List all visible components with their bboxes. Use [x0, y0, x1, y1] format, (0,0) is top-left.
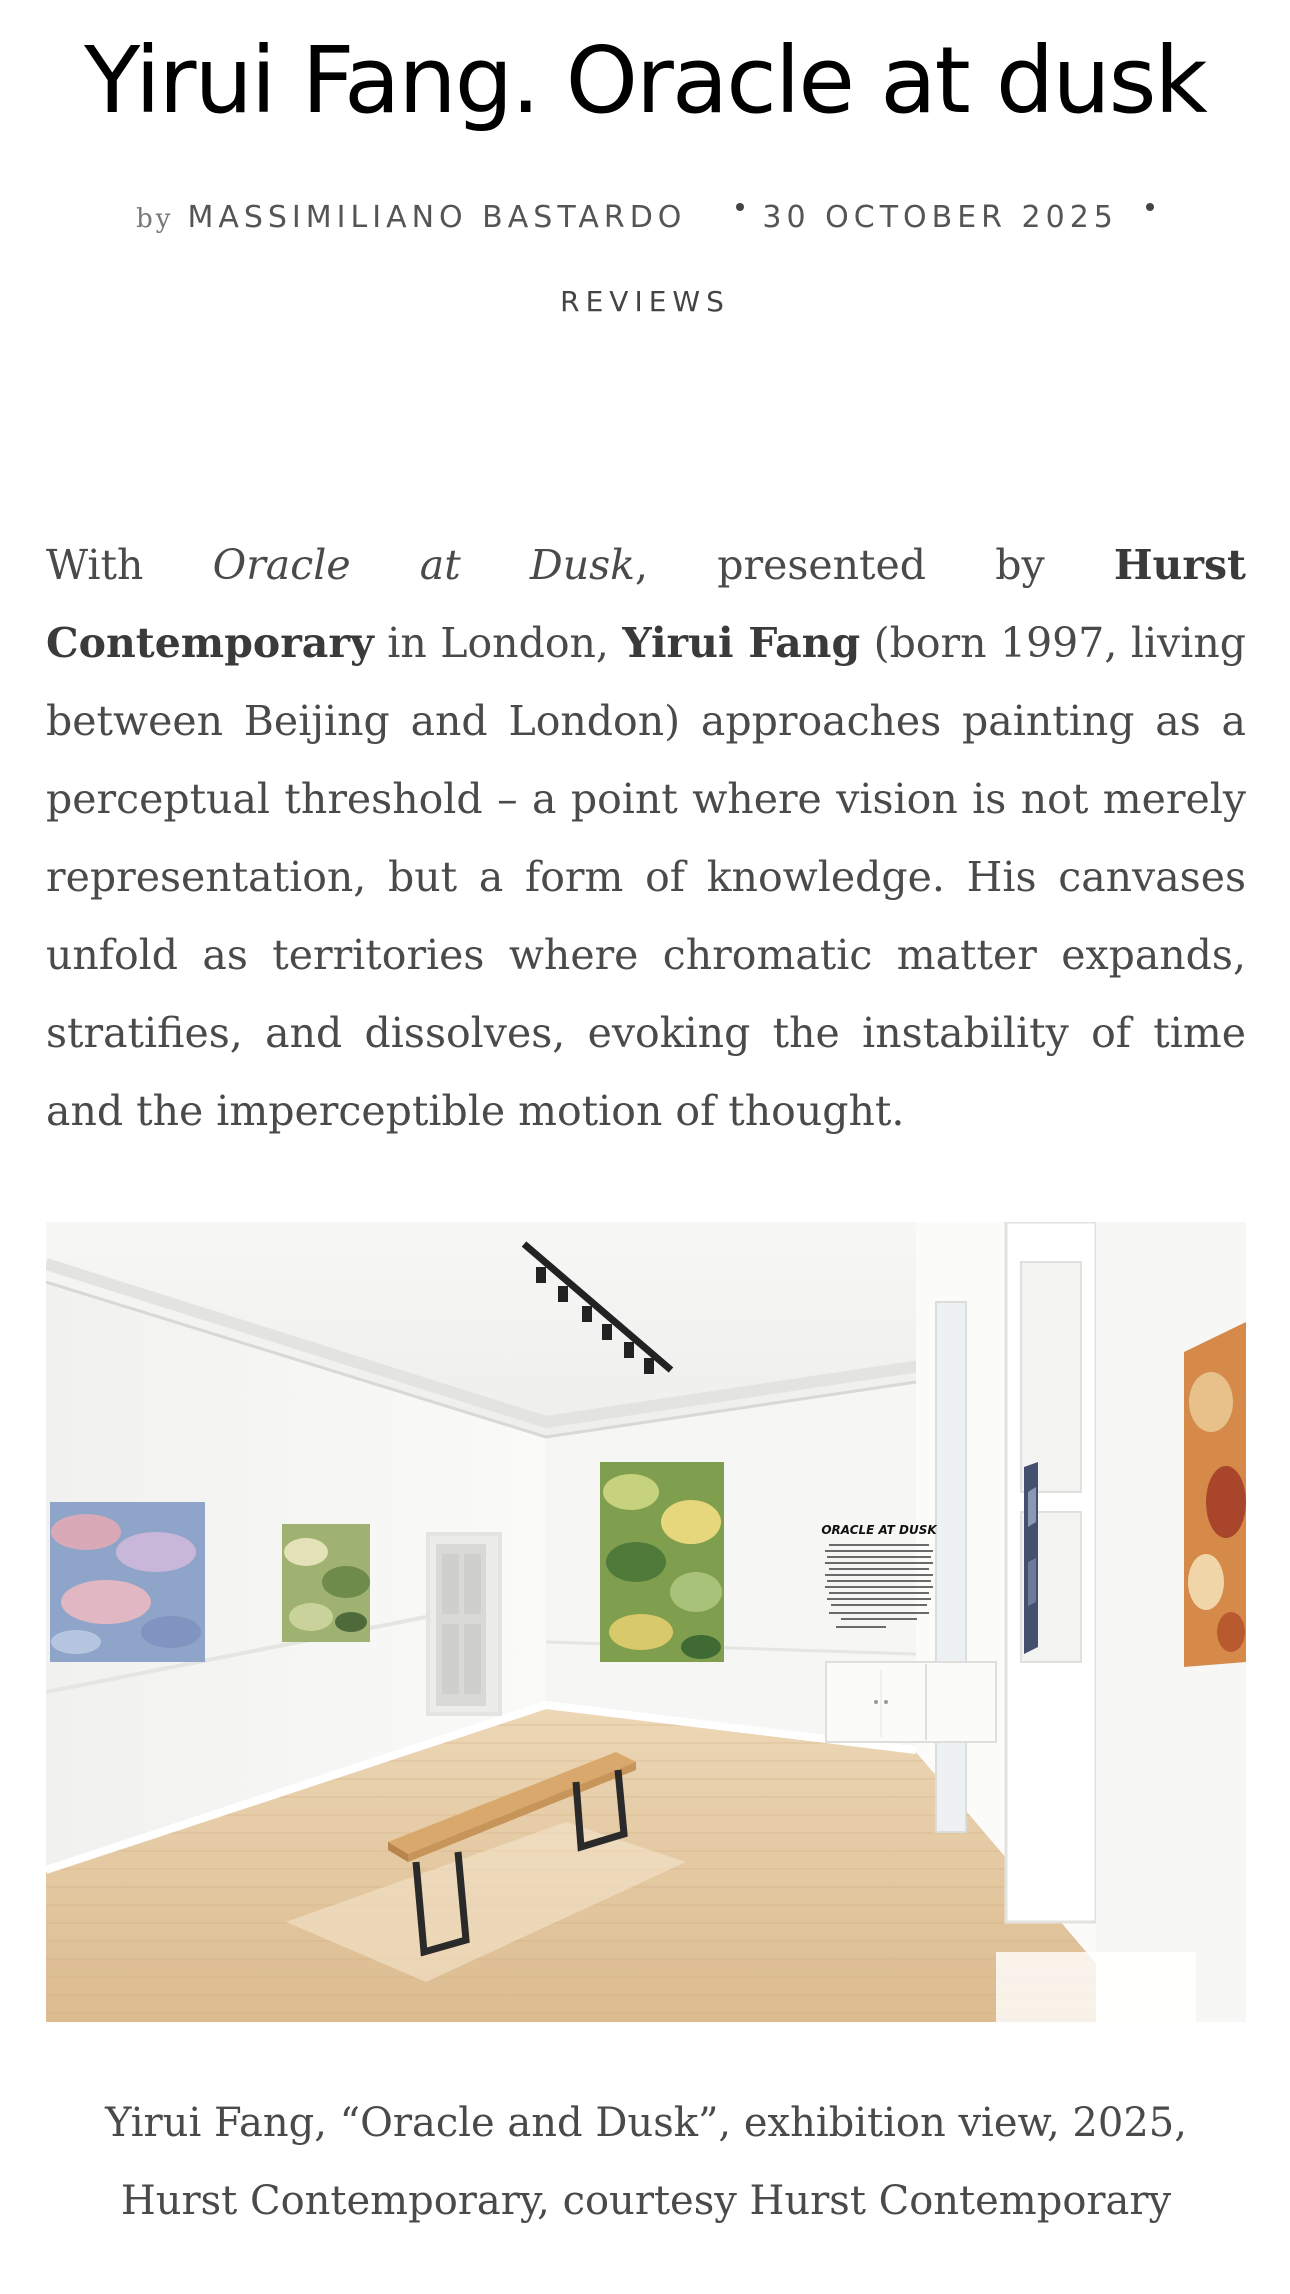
exhibition-photo: [46, 1222, 1246, 2022]
text-run: With: [46, 541, 213, 589]
separator-dot: [736, 203, 744, 211]
cabinet: [826, 1662, 996, 1742]
exhibition-title: Oracle at Dusk: [212, 541, 636, 589]
painting-blue-pink: [50, 1502, 205, 1662]
category-link[interactable]: REVIEWS: [560, 285, 730, 318]
article-meta: [0, 196, 1290, 241]
article-paragraph: [46, 526, 1246, 1150]
byline-prefix: by: [136, 204, 174, 234]
text-run: (born 1997, living between Beijing and London) approaches painting as a perceptual threshold – a point where vision is not merely representation, but a form of knowledge. His canvases unfold as territories where chromatic matter expands, stratifies, and dissolves, evoking the instability of time and the imperceptible motion of thought.: [46, 619, 1246, 1135]
artist-name: Yirui Fang: [622, 619, 861, 667]
author-link[interactable]: MASSIMILIANO BASTARDO: [187, 200, 687, 235]
publish-date: 30 OCTOBER 2025: [762, 200, 1118, 235]
text-run: , presented by: [635, 541, 1114, 589]
painting-green-large: [600, 1462, 724, 1662]
page-title: Yirui Fang. Oracle at dusk: [84, 27, 1206, 134]
painting-dark-blue: [1024, 1462, 1038, 1654]
text-run: in London,: [373, 619, 623, 667]
painting-orange: [1184, 1322, 1246, 1667]
separator-dot: [1146, 203, 1154, 211]
painting-green-small: [282, 1524, 370, 1642]
image-caption: Yirui Fang, “Oracle and Dusk”, exhibition view, 2025, Hurst Contemporary, courtesy Hurst Contemporary: [105, 2100, 1187, 2224]
wall-text-title: ORACLE AT DUSK: [821, 1523, 937, 1537]
gallery-name: Hurst Contemporary: [46, 541, 1246, 667]
